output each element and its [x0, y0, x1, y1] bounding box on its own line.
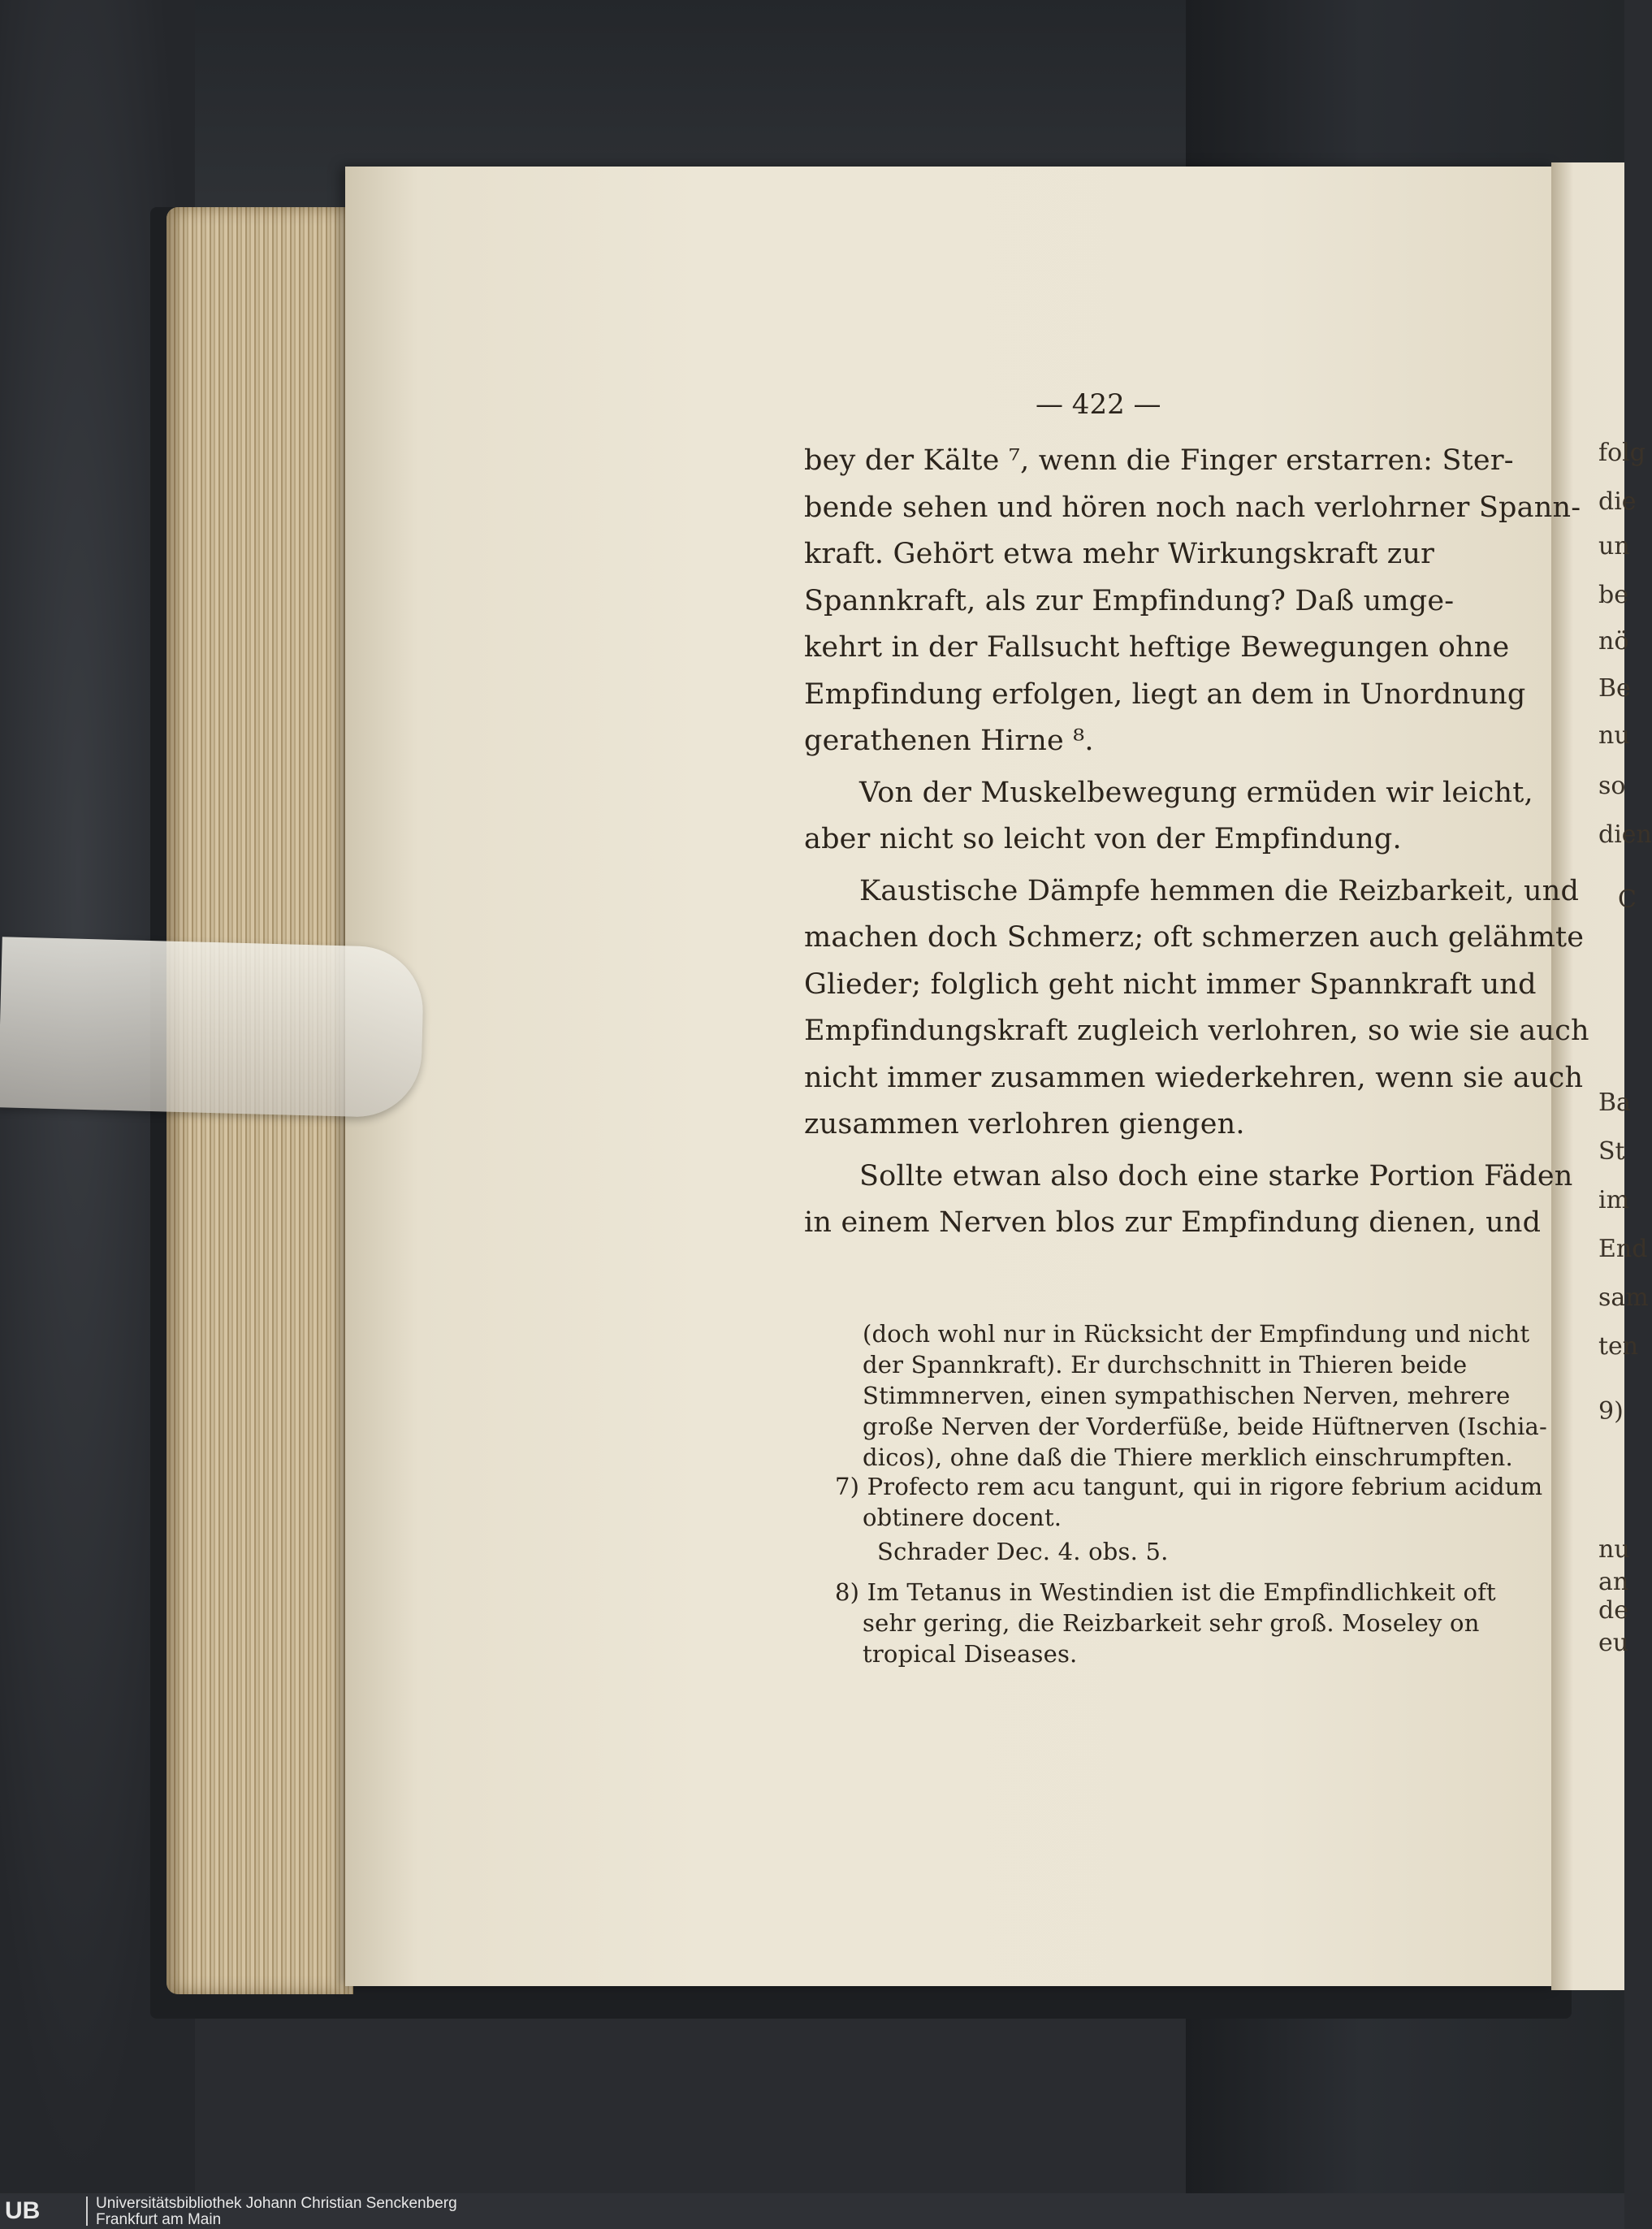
footnote-line: 7) Profecto rem acu tangunt, qui in rigore febrium acidum — [835, 1473, 1543, 1500]
next-page-fragment: End — [1598, 1235, 1648, 1263]
footnote-line: Schrader Dec. 4. obs. 5. — [877, 1538, 1169, 1565]
next-page-fragment: die — [1598, 487, 1637, 516]
next-page-fragment: dien — [1598, 820, 1652, 849]
footnote-line: Stimmnerven, einen sympathischen Nerven, mehrere — [863, 1382, 1511, 1409]
footnote-line: 8) Im Tetanus in Westindien ist die Empfindlichkeit oft — [835, 1578, 1496, 1606]
body-line: Empfindungskraft zugleich verlohren, so wie sie auch — [804, 1015, 1589, 1047]
body-line: machen doch Schmerz; oft schmerzen auch gelähmte — [804, 921, 1585, 954]
body-line: bende sehen und hören noch nach verlohrner Spann- — [804, 491, 1581, 524]
next-page-fragment: be — [1598, 581, 1628, 609]
body-line: in einem Nerven blos zur Empfindung dienen, und — [804, 1206, 1542, 1239]
footnote-line: große Nerven der Vorderfüße, beide Hüftnerven (Ischia- — [863, 1413, 1548, 1440]
next-page-fragment: nö — [1598, 627, 1629, 656]
next-page-fragment: Ba — [1598, 1089, 1631, 1117]
body-line: aber nicht so leicht von der Empfindung. — [804, 823, 1402, 855]
next-page-fragment: so — [1598, 772, 1626, 800]
next-page-fragment: folg — [1598, 439, 1646, 467]
body-line: Kaustische Dämpfe hemmen die Reizbarkeit, und — [859, 874, 1580, 907]
next-page-fragment: 9) — [1598, 1397, 1624, 1426]
next-page-fragment: C — [1618, 885, 1637, 914]
next-page-fragment: sam — [1598, 1283, 1649, 1312]
footnote-line: sehr gering, die Reizbarkeit sehr groß. Moseley on — [863, 1609, 1480, 1637]
next-page-fragment: nu — [1598, 1535, 1630, 1564]
glass-ruler — [0, 937, 425, 1119]
next-page-fragment: Be — [1598, 674, 1631, 703]
body-line: kraft. Gehört etwa mehr Wirkungskraft zur — [804, 538, 1435, 570]
ub-logo: UB — [5, 2197, 88, 2226]
footnote-line: (doch wohl nur in Rücksicht der Empfindung und nicht — [863, 1320, 1530, 1348]
body-line: zusammen verlohren giengen. — [804, 1108, 1245, 1140]
next-page-fragment: St — [1598, 1137, 1625, 1166]
footnote-line: obtinere docent. — [863, 1504, 1062, 1531]
footnote-line: dicos), ohne daß die Thiere merklich einschrumpften. — [863, 1443, 1513, 1471]
body-line: gerathenen Hirne ⁸. — [804, 725, 1094, 757]
body-line: Empfindung erfolgen, liegt an dem in Unordnung — [804, 677, 1526, 711]
next-page-fragment: an — [1598, 1568, 1629, 1596]
next-page-fragment: im — [1598, 1186, 1630, 1214]
next-page-fragment: nu — [1598, 721, 1630, 750]
body-line: bey der Kälte ⁷, wenn die Finger erstarren: Ster- — [804, 444, 1514, 477]
next-page-fragment: de — [1598, 1596, 1628, 1625]
next-page-fragment: eu — [1598, 1629, 1629, 1657]
page-number: — 422 — — [1036, 388, 1161, 421]
footnote-line: tropical Diseases. — [863, 1640, 1078, 1668]
footer-city: Frankfurt am Main — [96, 2211, 222, 2228]
next-page-fragment: un — [1598, 532, 1630, 560]
library-footer-bar — [0, 2193, 1624, 2229]
body-line: nicht immer zusammen wiederkehren, wenn sie auch — [804, 1061, 1584, 1094]
body-line: kehrt in der Fallsucht heftige Bewegungen ohne — [804, 631, 1510, 664]
body-line: Glieder; folglich geht nicht immer Spannkraft und — [804, 967, 1537, 1001]
footer-institution: Universitätsbibliothek Johann Christian Senckenberg — [96, 2195, 457, 2212]
body-line: Spannkraft, als zur Empfindung? Daß umge- — [804, 584, 1455, 617]
body-line: Sollte etwan also doch eine starke Portion Fäden — [859, 1159, 1573, 1192]
footnote-line: der Spannkraft). Er durchschnitt in Thieren beide — [863, 1351, 1468, 1379]
body-line: Von der Muskelbewegung ermüden wir leicht, — [859, 776, 1533, 809]
next-page-fragment: ten — [1598, 1332, 1639, 1361]
